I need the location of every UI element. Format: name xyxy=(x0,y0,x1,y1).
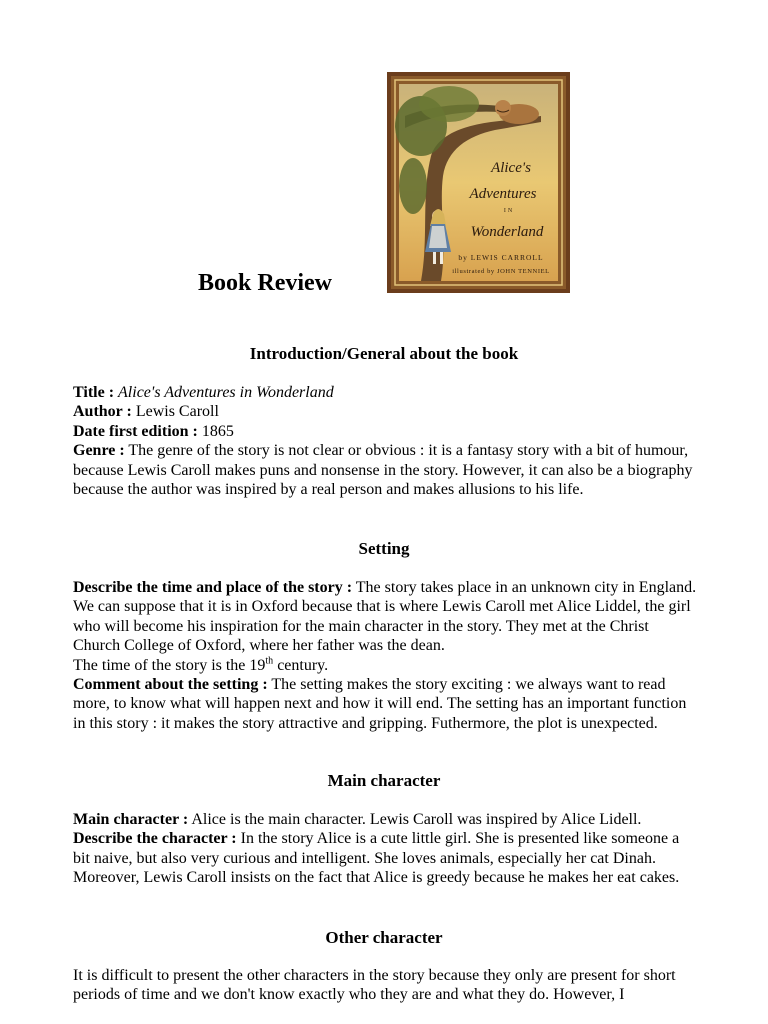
cover-illustrator-line: illustrated by JOHN TENNIEL xyxy=(452,268,550,275)
cover-title-line1: Alice's xyxy=(491,160,531,176)
book-cover-illustration xyxy=(391,76,566,289)
setting-comment-label: Comment about the setting : xyxy=(73,676,268,694)
section-heading-other-character: Other character xyxy=(325,928,443,947)
section-heading-setting: Setting xyxy=(358,539,410,558)
setting-describe-paragraph xyxy=(73,578,698,656)
setting-describe-label: Describe the time and place of the story : xyxy=(73,579,353,596)
author-label: Author : xyxy=(73,403,132,421)
main-character-label: Main character : xyxy=(73,811,189,828)
other-character-paragraph: It is difficult to present the other characters in the story because they only are present for short periods of time and we don't know exactly who they are and what they do. However, I xyxy=(73,967,676,1004)
setting-time-prefix: The time of the story is the 19 xyxy=(73,656,266,674)
section-heading-main-character: Main character xyxy=(327,771,441,790)
setting-block xyxy=(73,578,698,733)
introduction-block xyxy=(73,383,698,499)
main-character-text: Alice is the main character. Lewis Caroll was inspired by Alice Lidell. xyxy=(191,811,642,828)
section-heading-introduction: Introduction/General about the book xyxy=(249,344,519,363)
author-value: Lewis Caroll xyxy=(135,403,219,421)
date-value: 1865 xyxy=(201,422,234,440)
setting-time-line xyxy=(73,656,698,675)
other-character-block xyxy=(73,966,698,1005)
describe-character-paragraph xyxy=(73,829,698,887)
cover-title-line4: Wonderland xyxy=(470,224,544,240)
main-character-block xyxy=(73,810,698,888)
setting-comment-text: The setting makes the story exciting : we always want to read more, to know what will happen next and how it will end. The setting has an important function in this story : it makes the story attractive and gripping. Futhermore, the plot is unexpected. xyxy=(73,676,687,732)
genre-paragraph xyxy=(73,441,698,499)
setting-comment-paragraph xyxy=(73,675,698,733)
cover-title-line2: Adventures xyxy=(469,186,537,202)
describe-character-text: In the story Alice is a cute little girl. She is presented like someone a bit naive, but also very curious and intelligent. She loves animals, especially her cat Dinah. Moreover, Lewis Caroll insists on the fact that Alice is greedy because he makes her eat cakes. xyxy=(73,830,680,887)
date-line xyxy=(73,422,698,441)
genre-label: Genre : xyxy=(73,442,125,460)
page-title: Book Review xyxy=(198,270,332,296)
date-label: Date first edition : xyxy=(73,422,198,440)
book-cover-image xyxy=(387,72,570,293)
title-value: Alice's Adventures in Wonderland xyxy=(118,384,334,401)
genre-text: The genre of the story is not clear or obvious : it is a fantasy story with a bit of humour, because Lewis Caroll makes puns and nonsense in the story. However, it can also be a biography because the author was inspired by a real person and makes allusions to his life. xyxy=(73,442,693,499)
setting-describe-text: The story takes place in an unknown city in England. We can suppose that it is in Oxford because that is where Lewis Caroll met Alice Liddel, the girl who will become his inspiration for the main character in the story. They met at the Christ Church College of Oxford, where her father was the dean. xyxy=(73,579,697,655)
cover-title-line3: IN xyxy=(503,208,515,214)
title-label: Title : xyxy=(73,384,115,401)
setting-time-sup: th xyxy=(265,655,274,667)
describe-character-label: Describe the character : xyxy=(73,830,237,848)
setting-time-suffix: century. xyxy=(277,656,329,674)
cover-author-line: by LEWIS CARROLL xyxy=(458,253,544,262)
main-character-paragraph xyxy=(73,810,698,829)
author-line xyxy=(73,402,698,421)
title-line xyxy=(73,383,698,402)
